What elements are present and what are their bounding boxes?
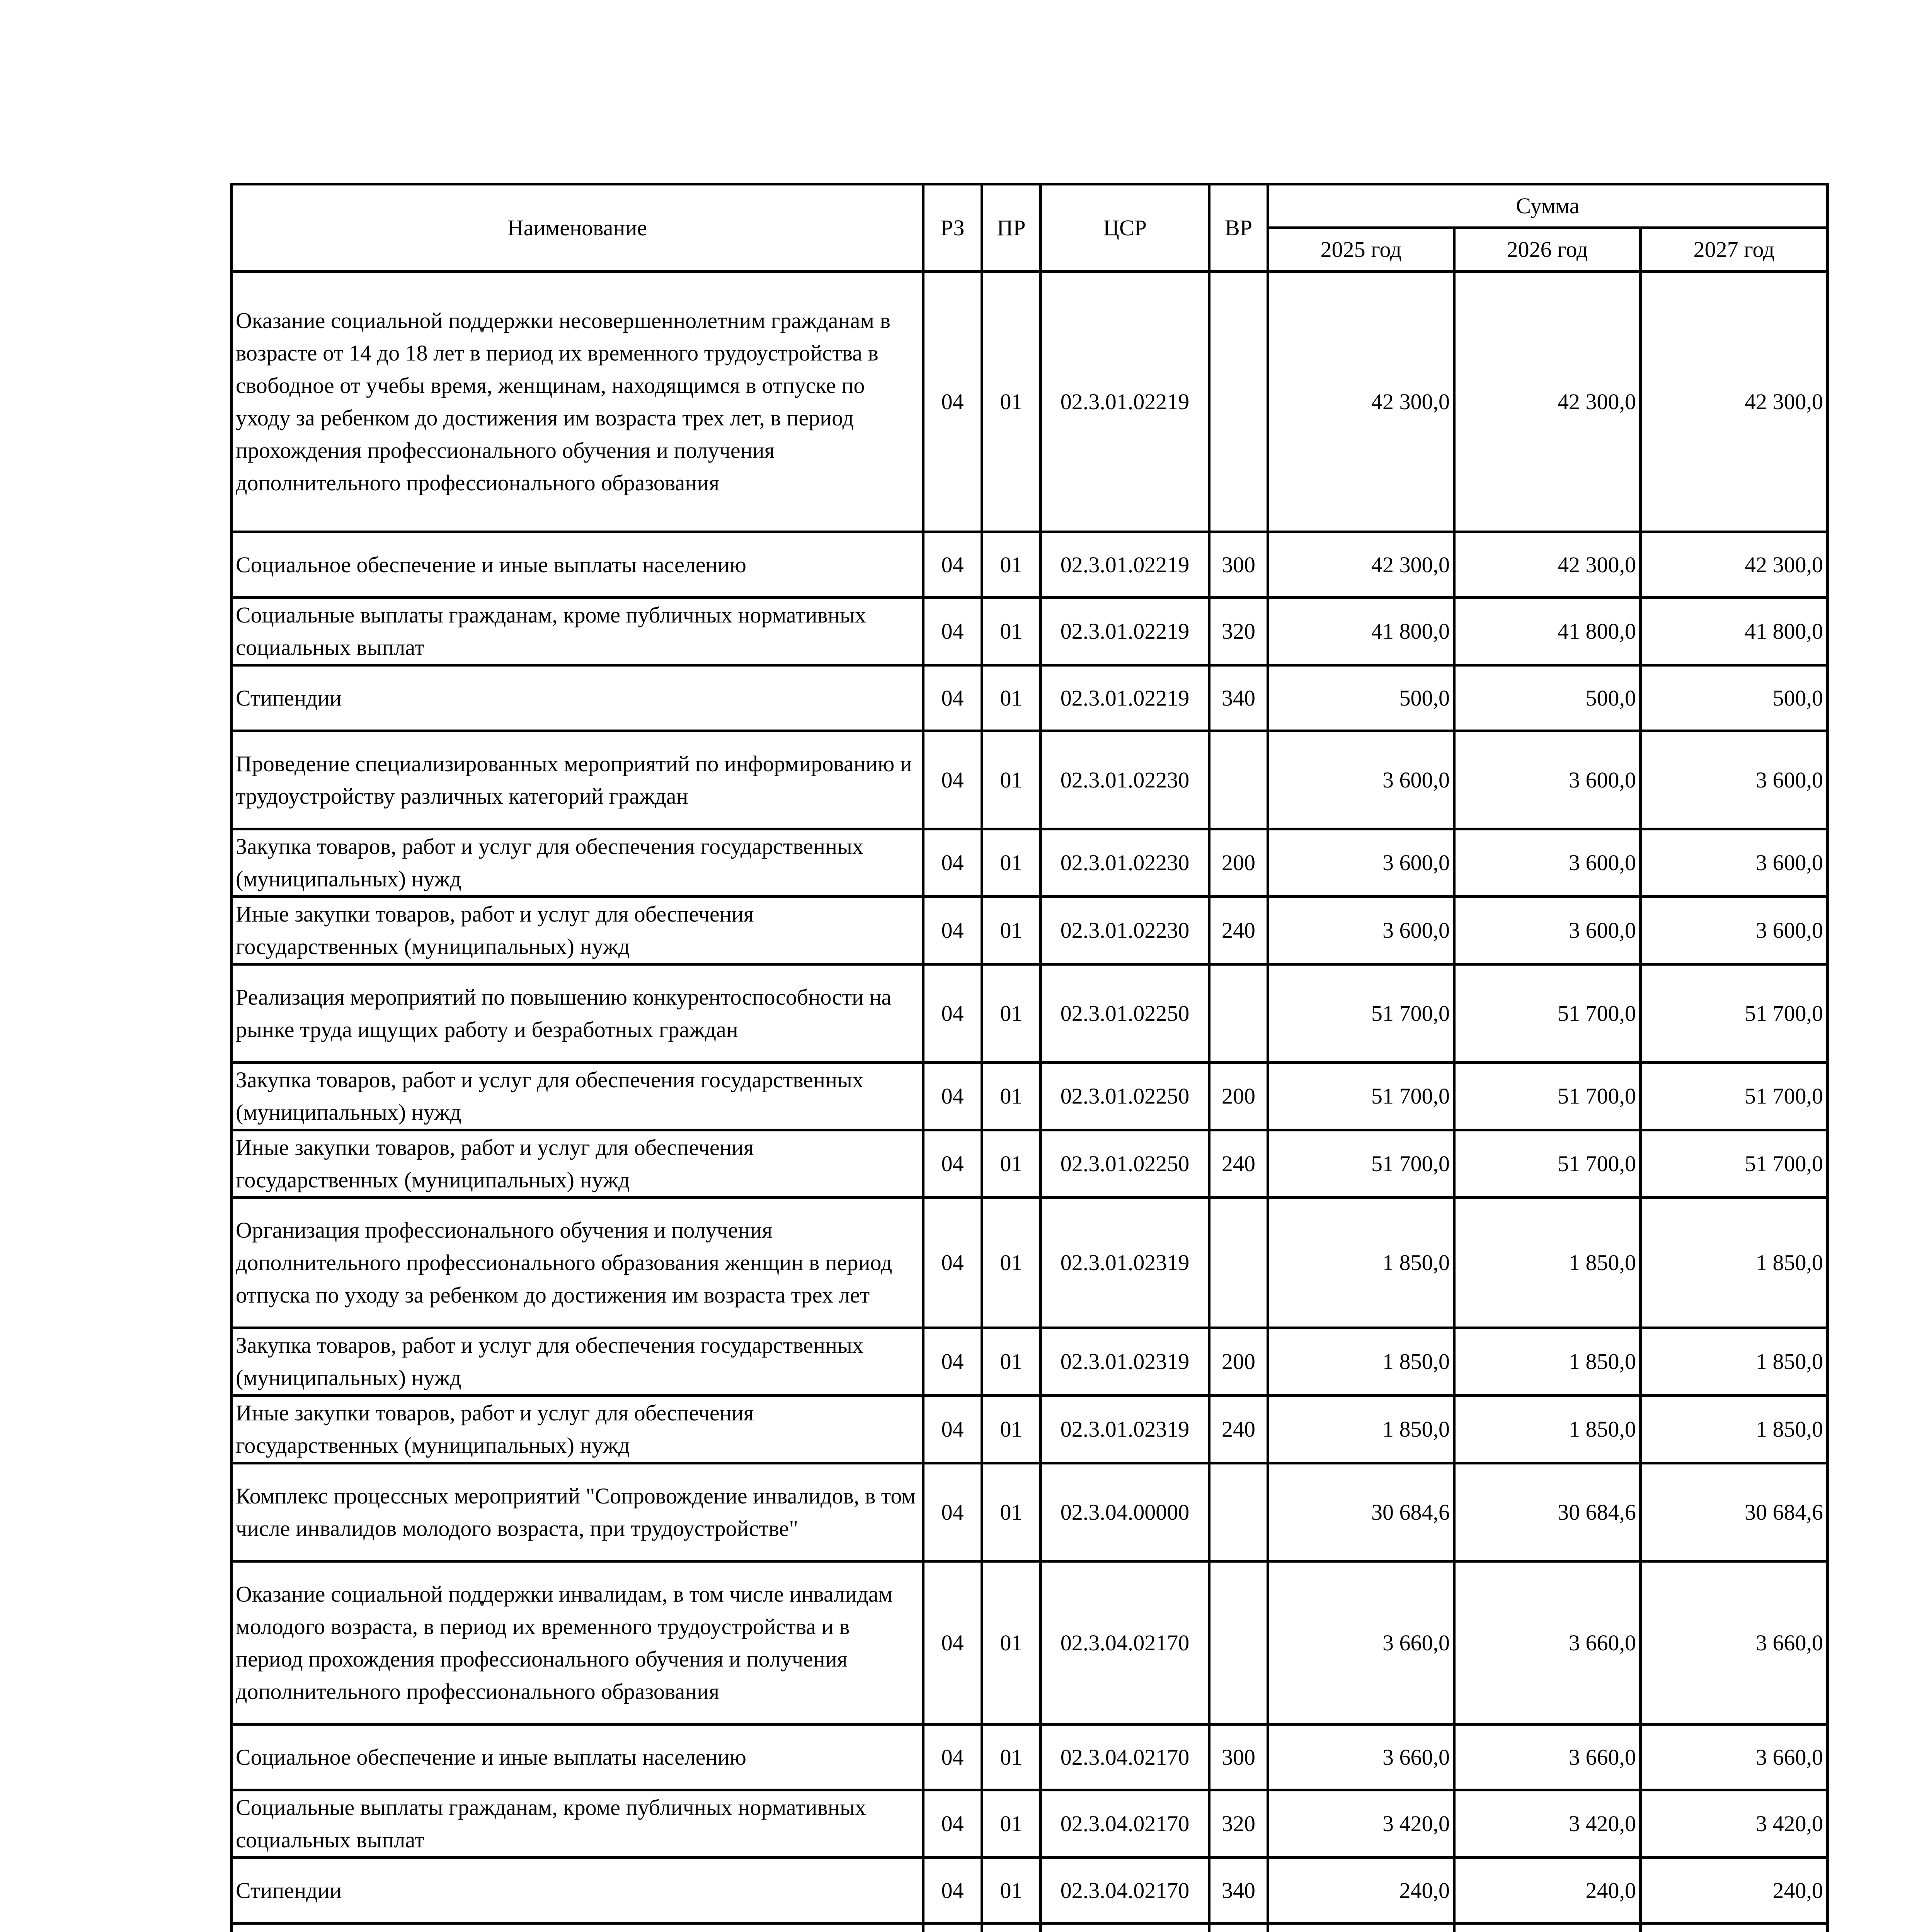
row-sum-2027-cell: 1 850,0 <box>1641 1396 1828 1463</box>
table-row <box>232 829 1828 897</box>
row-pr-cell: 01 <box>982 532 1041 598</box>
table-row <box>232 1790 1828 1858</box>
header-csr: ЦСР <box>1041 184 1209 272</box>
header-year-2027: 2027 год <box>1641 228 1828 272</box>
row-rz-cell <box>923 1923 982 1932</box>
row-csr-cell: 02.3.01.02250 <box>1041 1063 1209 1130</box>
row-csr-cell: 02.3.01.02219 <box>1041 598 1209 665</box>
table-row <box>232 1858 1828 1923</box>
row-vr-cell: 320 <box>1209 1790 1268 1858</box>
row-vr-cell <box>1209 1561 1268 1725</box>
row-sum-2025-cell: 51 700,0 <box>1268 1130 1454 1198</box>
row-sum-2027-cell: 3 600,0 <box>1641 731 1828 829</box>
row-sum-2025-cell: 500,0 <box>1268 665 1454 731</box>
row-csr-cell: 02.3.01.02319 <box>1041 1198 1209 1328</box>
table-row <box>232 1328 1828 1396</box>
row-sum-2027-cell: 42 300,0 <box>1641 272 1828 532</box>
row-sum-2026-cell: 3 420,0 <box>1454 1790 1641 1858</box>
row-sum-2027-cell: 3 600,0 <box>1641 829 1828 897</box>
row-sum-2026-cell: 1 850,0 <box>1454 1198 1641 1328</box>
row-sum-2025-cell: 240,0 <box>1268 1858 1454 1923</box>
row-pr-cell: 01 <box>982 731 1041 829</box>
row-sum-2027-cell: 41 800,0 <box>1641 598 1828 665</box>
row-csr-cell: 02.3.01.02319 <box>1041 1396 1209 1463</box>
header-name: Наименование <box>232 184 923 272</box>
row-name-cell: Закупка товаров, работ и услуг для обеспечения государственных (муниципальных) нужд <box>232 829 923 897</box>
row-rz-cell: 04 <box>923 1328 982 1396</box>
row-sum-2027-cell: 3 660,0 <box>1641 1561 1828 1725</box>
row-sum-2026-cell: 1 850,0 <box>1454 1396 1641 1463</box>
row-vr-cell <box>1209 1923 1268 1932</box>
row-pr-cell: 01 <box>982 1198 1041 1328</box>
row-name-cell: Иные закупки товаров, работ и услуг для обеспечения государственных (муниципальных) нужд <box>232 897 923 964</box>
row-sum-2026-cell <box>1454 1923 1641 1932</box>
row-sum-2025-cell: 41 800,0 <box>1268 598 1454 665</box>
row-name-cell: Социальные выплаты гражданам, кроме публичных нормативных социальных выплат <box>232 598 923 665</box>
row-sum-2027-cell <box>1641 1923 1828 1932</box>
row-vr-cell: 240 <box>1209 897 1268 964</box>
row-rz-cell: 04 <box>923 897 982 964</box>
row-vr-cell <box>1209 731 1268 829</box>
row-sum-2027-cell: 3 600,0 <box>1641 897 1828 964</box>
row-name-cell: Оказание социальной поддержки несовершеннолетним гражданам в возрасте от 14 до 18 лет в период их временного трудоустройства в свободное от учебы время, женщинам, находящимся в отпуске по уходу за ребенком до достижения им возраста трех лет, в период прохождения профессионального обучения и получения дополнительного профессионального образования <box>232 272 923 532</box>
row-csr-cell: 02.3.04.00000 <box>1041 1463 1209 1561</box>
row-pr-cell: 01 <box>982 598 1041 665</box>
row-pr-cell: 01 <box>982 1463 1041 1561</box>
header-pr: ПР <box>982 184 1041 272</box>
row-pr-cell: 01 <box>982 272 1041 532</box>
row-sum-2027-cell: 51 700,0 <box>1641 1130 1828 1198</box>
row-sum-2026-cell: 42 300,0 <box>1454 532 1641 598</box>
row-sum-2026-cell: 3 600,0 <box>1454 731 1641 829</box>
row-sum-2027-cell: 30 684,6 <box>1641 1463 1828 1561</box>
row-csr-cell: 02.3.01.02230 <box>1041 731 1209 829</box>
table-row <box>232 1463 1828 1561</box>
row-sum-2026-cell: 1 850,0 <box>1454 1328 1641 1396</box>
row-sum-2026-cell: 41 800,0 <box>1454 598 1641 665</box>
row-vr-cell: 240 <box>1209 1130 1268 1198</box>
row-sum-2025-cell: 3 420,0 <box>1268 1790 1454 1858</box>
row-name-cell: Стипендии <box>232 1858 923 1923</box>
row-rz-cell: 04 <box>923 1858 982 1923</box>
row-vr-cell <box>1209 1198 1268 1328</box>
row-sum-2025-cell: 3 660,0 <box>1268 1561 1454 1725</box>
header-rz: РЗ <box>923 184 982 272</box>
row-vr-cell <box>1209 1463 1268 1561</box>
row-name-cell: Организация профессионального обучения и получения дополнительного профессионального образования женщин в период отпуска по уходу за ребенком до достижения им возраста трех лет <box>232 1198 923 1328</box>
row-rz-cell: 04 <box>923 272 982 532</box>
row-sum-2026-cell: 42 300,0 <box>1454 272 1641 532</box>
table-row <box>232 665 1828 731</box>
row-vr-cell: 320 <box>1209 598 1268 665</box>
row-sum-2027-cell: 1 850,0 <box>1641 1328 1828 1396</box>
row-rz-cell: 04 <box>923 964 982 1063</box>
table-body <box>232 272 1828 1932</box>
row-name-cell: Реализация мероприятий по повышению конкурентоспособности на рынке труда ищущих работу и безработных граждан <box>232 964 923 1063</box>
row-sum-2027-cell: 51 700,0 <box>1641 1063 1828 1130</box>
row-sum-2027-cell: 51 700,0 <box>1641 964 1828 1063</box>
row-rz-cell: 04 <box>923 1396 982 1463</box>
row-vr-cell: 200 <box>1209 1063 1268 1130</box>
row-sum-2025-cell: 51 700,0 <box>1268 964 1454 1063</box>
row-sum-2025-cell: 30 684,6 <box>1268 1463 1454 1561</box>
row-name-cell: Оказание социальной поддержки инвалидам, в том числе инвалидам молодого возраста, в период их временного трудоустройства и в период прохождения профессионального обучения и получения дополнительного профессионального образования <box>232 1561 923 1725</box>
row-sum-2026-cell: 30 684,6 <box>1454 1463 1641 1561</box>
row-sum-2025-cell: 3 600,0 <box>1268 897 1454 964</box>
row-name-cell: Социальное обеспечение и иные выплаты населению <box>232 1725 923 1790</box>
table-row <box>232 532 1828 598</box>
row-sum-2025-cell: 51 700,0 <box>1268 1063 1454 1130</box>
row-name-cell: Иные закупки товаров, работ и услуг для обеспечения государственных (муниципальных) нужд <box>232 1130 923 1198</box>
row-csr-cell <box>1041 1923 1209 1932</box>
table-row <box>232 1923 1828 1932</box>
row-csr-cell: 02.3.01.02230 <box>1041 829 1209 897</box>
header-year-2026: 2026 год <box>1454 228 1641 272</box>
row-pr-cell: 01 <box>982 1130 1041 1198</box>
table-row <box>232 1130 1828 1198</box>
row-rz-cell: 04 <box>923 1725 982 1790</box>
row-name-cell: Закупка товаров, работ и услуг для обеспечения государственных (муниципальных) нужд <box>232 1063 923 1130</box>
row-csr-cell: 02.3.01.02230 <box>1041 897 1209 964</box>
table-row <box>232 1396 1828 1463</box>
row-vr-cell <box>1209 272 1268 532</box>
row-sum-2026-cell: 3 660,0 <box>1454 1725 1641 1790</box>
row-sum-2026-cell: 51 700,0 <box>1454 1063 1641 1130</box>
row-csr-cell: 02.3.04.02170 <box>1041 1561 1209 1725</box>
row-rz-cell: 04 <box>923 731 982 829</box>
row-pr-cell: 01 <box>982 1790 1041 1858</box>
row-sum-2025-cell: 3 600,0 <box>1268 829 1454 897</box>
row-sum-2027-cell: 1 850,0 <box>1641 1198 1828 1328</box>
row-sum-2025-cell <box>1268 1923 1454 1932</box>
row-rz-cell: 04 <box>923 1063 982 1130</box>
row-vr-cell <box>1209 964 1268 1063</box>
row-sum-2025-cell: 3 600,0 <box>1268 731 1454 829</box>
row-pr-cell: 01 <box>982 1561 1041 1725</box>
row-sum-2026-cell: 3 600,0 <box>1454 897 1641 964</box>
row-csr-cell: 02.3.01.02319 <box>1041 1328 1209 1396</box>
row-pr-cell: 01 <box>982 665 1041 731</box>
row-pr-cell: 01 <box>982 1725 1041 1790</box>
row-csr-cell: 02.3.01.02219 <box>1041 532 1209 598</box>
row-sum-2026-cell: 500,0 <box>1454 665 1641 731</box>
row-vr-cell: 300 <box>1209 532 1268 598</box>
row-csr-cell: 02.3.04.02170 <box>1041 1790 1209 1858</box>
row-rz-cell: 04 <box>923 1561 982 1725</box>
row-rz-cell: 04 <box>923 1130 982 1198</box>
row-csr-cell: 02.3.04.02170 <box>1041 1725 1209 1790</box>
table-row <box>232 598 1828 665</box>
row-rz-cell: 04 <box>923 1198 982 1328</box>
row-pr-cell: 01 <box>982 964 1041 1063</box>
row-sum-2027-cell: 240,0 <box>1641 1858 1828 1923</box>
row-rz-cell: 04 <box>923 1463 982 1561</box>
row-vr-cell: 200 <box>1209 829 1268 897</box>
table-row <box>232 964 1828 1063</box>
header-vr: ВР <box>1209 184 1268 272</box>
row-vr-cell: 300 <box>1209 1725 1268 1790</box>
row-pr-cell: 01 <box>982 1396 1041 1463</box>
row-vr-cell: 200 <box>1209 1328 1268 1396</box>
row-rz-cell: 04 <box>923 1790 982 1858</box>
row-name-cell <box>232 1923 923 1932</box>
row-sum-2026-cell: 51 700,0 <box>1454 964 1641 1063</box>
budget-table <box>230 183 1829 1932</box>
row-sum-2027-cell: 42 300,0 <box>1641 532 1828 598</box>
table-row <box>232 1063 1828 1130</box>
table-header <box>232 184 1828 272</box>
row-rz-cell: 04 <box>923 532 982 598</box>
row-csr-cell: 02.3.01.02219 <box>1041 665 1209 731</box>
row-csr-cell: 02.3.01.02250 <box>1041 964 1209 1063</box>
row-vr-cell: 340 <box>1209 665 1268 731</box>
row-name-cell: Проведение специализированных мероприятий по информированию и трудоустройству различных категорий граждан <box>232 731 923 829</box>
row-sum-2026-cell: 51 700,0 <box>1454 1130 1641 1198</box>
row-name-cell: Стипендии <box>232 665 923 731</box>
row-name-cell: Комплекс процессных мероприятий "Сопровождение инвалидов, в том числе инвалидов молодого возраста, при трудоустройстве" <box>232 1463 923 1561</box>
row-sum-2027-cell: 3 660,0 <box>1641 1725 1828 1790</box>
table-row <box>232 1561 1828 1725</box>
row-csr-cell: 02.3.04.02170 <box>1041 1858 1209 1923</box>
row-sum-2025-cell: 1 850,0 <box>1268 1328 1454 1396</box>
table-row <box>232 272 1828 532</box>
table-row <box>232 1725 1828 1790</box>
row-pr-cell: 01 <box>982 1063 1041 1130</box>
row-sum-2027-cell: 3 420,0 <box>1641 1790 1828 1858</box>
row-rz-cell: 04 <box>923 598 982 665</box>
header-year-2025: 2025 год <box>1268 228 1454 272</box>
table-row <box>232 1198 1828 1328</box>
header-sum: Сумма <box>1268 184 1828 228</box>
row-vr-cell: 240 <box>1209 1396 1268 1463</box>
row-name-cell: Закупка товаров, работ и услуг для обеспечения государственных (муниципальных) нужд <box>232 1328 923 1396</box>
row-vr-cell: 340 <box>1209 1858 1268 1923</box>
row-sum-2025-cell: 42 300,0 <box>1268 532 1454 598</box>
row-sum-2026-cell: 3 600,0 <box>1454 829 1641 897</box>
row-pr-cell <box>982 1923 1041 1932</box>
row-name-cell: Иные закупки товаров, работ и услуг для обеспечения государственных (муниципальных) нужд <box>232 1396 923 1463</box>
table-row <box>232 731 1828 829</box>
row-sum-2025-cell: 1 850,0 <box>1268 1396 1454 1463</box>
row-pr-cell: 01 <box>982 1858 1041 1923</box>
row-name-cell: Социальное обеспечение и иные выплаты населению <box>232 532 923 598</box>
table-row <box>232 897 1828 964</box>
row-csr-cell: 02.3.01.02219 <box>1041 272 1209 532</box>
row-sum-2026-cell: 240,0 <box>1454 1858 1641 1923</box>
row-sum-2027-cell: 500,0 <box>1641 665 1828 731</box>
row-pr-cell: 01 <box>982 1328 1041 1396</box>
row-sum-2025-cell: 42 300,0 <box>1268 272 1454 532</box>
row-name-cell: Социальные выплаты гражданам, кроме публичных нормативных социальных выплат <box>232 1790 923 1858</box>
row-sum-2025-cell: 3 660,0 <box>1268 1725 1454 1790</box>
row-sum-2026-cell: 3 660,0 <box>1454 1561 1641 1725</box>
row-rz-cell: 04 <box>923 665 982 731</box>
row-sum-2025-cell: 1 850,0 <box>1268 1198 1454 1328</box>
row-pr-cell: 01 <box>982 897 1041 964</box>
row-pr-cell: 01 <box>982 829 1041 897</box>
row-rz-cell: 04 <box>923 829 982 897</box>
row-csr-cell: 02.3.01.02250 <box>1041 1130 1209 1198</box>
